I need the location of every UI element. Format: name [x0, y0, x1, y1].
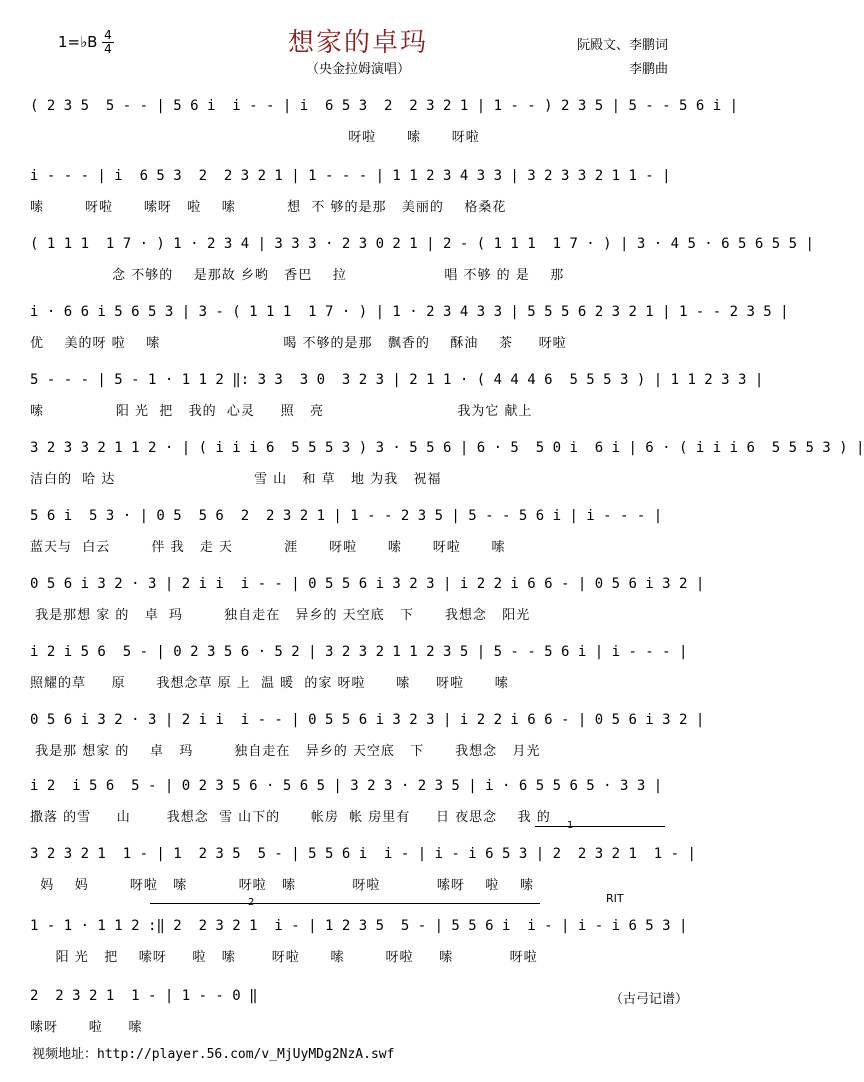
notation-line: ( 2 3 5 5 - - | 5 6 i i - - | i 6 5 3 2 2 3 2 1 | 1 - - ) 2 3 5 | 5 - - 5 6 i | — [30, 98, 739, 114]
lyrics-line: 洁白的 哈 达 雪 山 和 草 地 为我 祝福 — [30, 472, 442, 487]
video-url[interactable]: http://player.56.com/v_MjUyMDg2NzA.swf — [97, 1047, 395, 1062]
time-denominator: 4 — [104, 42, 112, 56]
notation-line: 5 - - - | 5 - 1 · 1 1 2 ‖: 3 3 3 0 3 2 3 | 2 1 1 · ( 4 4 4 6 5 5 5 3 ) | 1 1 2 3 3 | — [30, 372, 764, 388]
notation-line: i 2 i 5 6 5 - | 0 2 3 5 6 · 5 2 | 3 2 3 2 1 1 2 3 5 | 5 - - 5 6 i | i - - - | — [30, 644, 688, 660]
video-label: 视频地址： — [32, 1047, 98, 1062]
notation-line: 3 2 3 2 1 1 - | 1 2 3 5 5 - | 5 5 6 i i - | i - i 6 5 3 | 2 2 3 2 1 1 - | — [30, 846, 696, 862]
transcriber-note: （古弓记谱） — [609, 992, 688, 1007]
notation-line: 2 2 3 2 1 1 - | 1 - - 0 ‖ — [30, 988, 258, 1004]
notation-line: 0 5 6 i 3 2 · 3 | 2 i i i - - | 0 5 5 6 i 3 2 3 | i 2 2 i 6 6 - | 0 5 6 i 3 2 | — [30, 712, 705, 728]
notation-line: 0 5 6 i 3 2 · 3 | 2 i i i - - | 0 5 5 6 i 3 2 3 | i 2 2 i 6 6 - | 0 5 6 i 3 2 | — [30, 576, 705, 592]
song-title: 想家的卓玛 — [287, 28, 428, 58]
time-numerator: 4 — [104, 28, 112, 42]
notation-line: 5 6 i 5 3 · | 0 5 5 6 2 2 3 2 1 | 1 - - 2 3 5 | 5 - - 5 6 i | i - - - | — [30, 508, 663, 524]
key-signature: 1=♭B — [58, 33, 98, 51]
video-address — [32, 1043, 394, 1062]
notation-line: i - - - | i 6 5 3 2 2 3 2 1 | 1 - - - | 1 1 2 3 4 3 3 | 3 2 3 3 2 1 1 - | — [30, 168, 671, 184]
lyrics-line: 妈 妈 呀啦 嗦 呀啦 嗦 呀啦 嗦呀 啦 嗦 — [30, 878, 534, 893]
volta-2-bracket — [150, 903, 540, 904]
notation-line: i · 6 6 i 5 6 5 3 | 3 - ( 1 1 1 1 7 · ) | 1 · 2 3 4 3 3 | 5 5 5 6 2 3 2 1 | 1 - - 2 3 5 | — [30, 304, 789, 320]
lyrics-line: 优 美的呀 啦 嗦 喝 不够的是那 飘香的 酥油 茶 呀啦 — [30, 336, 567, 351]
lyrics-line: 念 不够的 是那故 乡哟 香巴 拉 唱 不够 的 是 那 — [30, 268, 565, 283]
composer-credit: 李鹏曲 — [628, 62, 668, 77]
lyrics-line: 蓝天与 白云 伴 我 走 天 涯 呀啦 嗦 呀啦 嗦 — [30, 540, 506, 555]
notation-line: 3 2 3 3 2 1 1 2 · | ( i i i 6 5 5 5 3 ) 3 · 5 5 6 | 6 · 5 5 0 i 6 i | 6 · ( i i i 6 5 5 5 3 ) | — [30, 440, 864, 456]
lyrics-line: 撒落 的雪 山 我想念 雪 山下的 帐房 帐 房里有 日 夜思念 我 的 — [30, 810, 551, 825]
performer-subtitle: （央金拉姆演唱） — [305, 62, 410, 77]
lyrics-line: 我是那想 家 的 卓 玛 独自走在 异乡的 天空底 下 我想念 阳光 — [30, 608, 531, 623]
ritardando-mark: RIT — [606, 892, 624, 905]
lyrics-line: 嗦呀 啦 嗦 — [30, 1020, 143, 1035]
notation-line: 1 - 1 · 1 1 2 :‖ 2 2 3 2 1 i - | 1 2 3 5 5 - | 5 5 6 i i - | i - i 6 5 3 | — [30, 918, 688, 934]
lyricist-credit: 阮殿文、李鹏词 — [576, 38, 668, 53]
lyrics-line: 嗦 呀啦 嗦呀 啦 嗦 想 不 够的是那 美丽的 格桑花 — [30, 200, 507, 215]
volta-1-bracket — [535, 826, 665, 827]
lyrics-line: 阳 光 把 嗦呀 啦 嗦 呀啦 嗦 呀啦 嗦 呀啦 — [30, 950, 538, 965]
lyrics-line: 呀啦 嗦 呀啦 — [30, 130, 480, 145]
notation-line: ( 1 1 1 1 7 · ) 1 · 2 3 4 | 3 3 3 · 2 3 0 2 1 | 2 - ( 1 1 1 1 7 · ) | 3 · 4 5 · 6 5 6 5 5 | — [30, 236, 814, 252]
notation-line: i 2 i 5 6 5 - | 0 2 3 5 6 · 5 6 5 | 3 2 3 · 2 3 5 | i · 6 5 5 6 5 · 3 3 | — [30, 778, 663, 794]
lyrics-line: 嗦 阳 光 把 我的 心灵 照 亮 我为它 献上 — [30, 404, 533, 419]
lyrics-line: 照耀的草 原 我想念草 原 上 温 暖 的家 呀啦 嗦 呀啦 嗦 — [30, 676, 509, 691]
lyrics-line: 我是那 想家 的 卓 玛 独自走在 异乡的 天空底 下 我想念 月光 — [30, 744, 541, 759]
